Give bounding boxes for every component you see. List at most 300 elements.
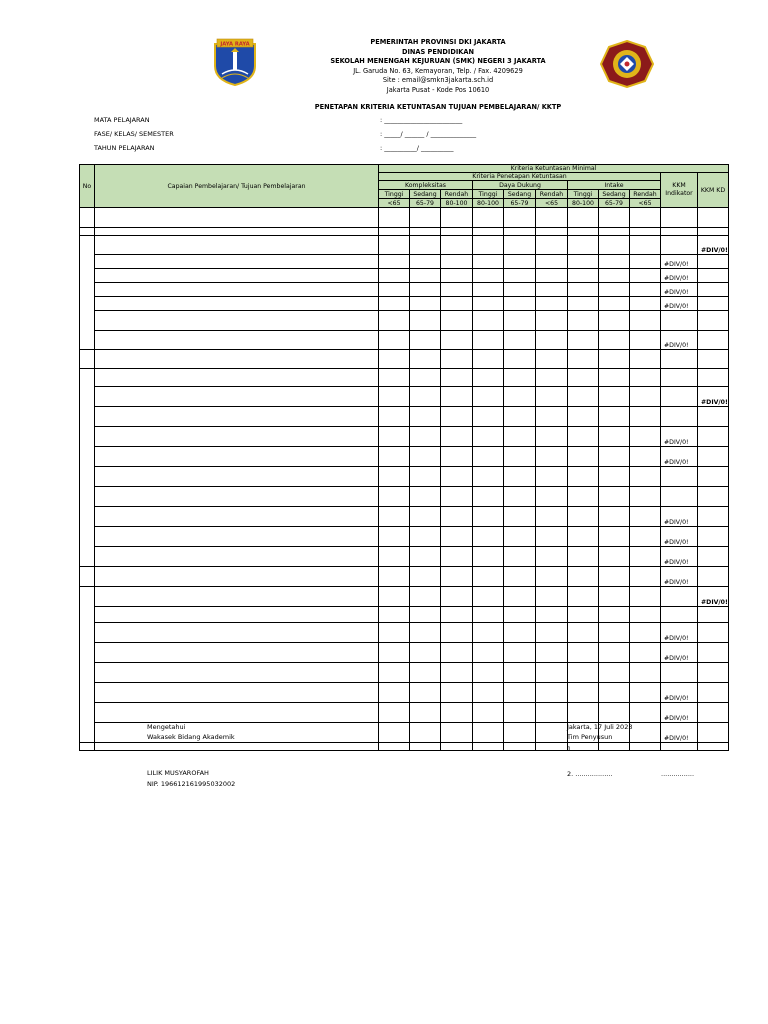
field-label-fase-kelas: FASE/ KELAS/ SEMESTER: [94, 130, 174, 138]
row-criteria-cell: [473, 228, 504, 236]
row-criteria-cell: [504, 283, 536, 297]
row-kkm-indikator-cell: [661, 407, 698, 427]
row-criteria-cell: [473, 587, 504, 607]
header-level: Sedang: [599, 190, 630, 199]
row-kkm-indikator-cell: #DIV/0!: [661, 567, 698, 587]
row-kkm-kd-cell: [698, 683, 729, 703]
row-criteria-cell: [504, 723, 536, 743]
row-capaian-cell: [95, 527, 379, 547]
table-row: [80, 527, 729, 547]
row-criteria-cell: [504, 643, 536, 663]
row-criteria-cell: [536, 369, 568, 387]
row-criteria-cell: [410, 369, 441, 387]
row-criteria-cell: [504, 567, 536, 587]
row-kkm-indikator-cell: [661, 607, 698, 623]
row-criteria-cell: [410, 427, 441, 447]
row-criteria-cell: [441, 683, 473, 703]
row-criteria-cell: [599, 297, 630, 311]
row-criteria-cell: [410, 311, 441, 331]
row-criteria-cell: [379, 723, 410, 743]
row-kkm-indikator-cell: [661, 587, 698, 607]
row-criteria-cell: [536, 236, 568, 255]
row-kkm-indikator-cell: #DIV/0!: [661, 723, 698, 743]
row-criteria-cell: [441, 643, 473, 663]
table-row: [80, 683, 729, 703]
row-criteria-cell: [410, 387, 441, 407]
row-criteria-cell: [630, 269, 661, 283]
row-criteria-cell: [441, 663, 473, 683]
row-criteria-cell: [504, 369, 536, 387]
header-kkm: Kriteria Ketuntasan Minimal: [379, 165, 729, 173]
header-kkm-kd: KKM KD: [698, 173, 729, 208]
row-criteria-cell: [568, 387, 599, 407]
table-header: [80, 165, 729, 208]
row-capaian-cell: [95, 607, 379, 623]
row-capaian-cell: [95, 269, 379, 283]
row-criteria-cell: [410, 331, 441, 350]
row-criteria-cell: [473, 467, 504, 487]
row-criteria-cell: [379, 311, 410, 331]
row-criteria-cell: [599, 447, 630, 467]
row-kkm-indikator-cell: #DIV/0!: [661, 507, 698, 527]
row-criteria-cell: [441, 236, 473, 255]
row-criteria-cell: [536, 283, 568, 297]
row-criteria-cell: [410, 350, 441, 369]
row-criteria-cell: [568, 683, 599, 703]
row-criteria-cell: [568, 467, 599, 487]
row-criteria-cell: [441, 607, 473, 623]
row-criteria-cell: [504, 208, 536, 228]
row-criteria-cell: [536, 255, 568, 269]
row-criteria-cell: [379, 607, 410, 623]
row-capaian-cell: [95, 369, 379, 387]
row-kkm-kd-cell: [698, 643, 729, 663]
row-criteria-cell: [410, 743, 441, 751]
row-criteria-cell: [536, 567, 568, 587]
row-criteria-cell: [630, 643, 661, 663]
row-criteria-cell: [473, 269, 504, 283]
row-criteria-cell: [568, 236, 599, 255]
row-capaian-cell: [95, 407, 379, 427]
row-criteria-cell: [504, 547, 536, 567]
header-range: <65: [379, 199, 410, 208]
table-row: [80, 297, 729, 311]
letterhead-site: Site : email@smkn3jakarta.sch.id: [382, 76, 494, 84]
row-criteria-cell: [379, 283, 410, 297]
row-capaian-cell: [95, 208, 379, 228]
row-criteria-cell: [630, 208, 661, 228]
row-criteria-cell: [568, 607, 599, 623]
row-criteria-cell: [379, 387, 410, 407]
row-criteria-cell: [441, 331, 473, 350]
row-criteria-cell: [599, 507, 630, 527]
row-criteria-cell: [599, 487, 630, 507]
row-criteria-cell: [536, 607, 568, 623]
row-criteria-cell: [568, 587, 599, 607]
row-capaian-cell: [95, 643, 379, 663]
sign-left-caption: Mengetahui: [147, 723, 186, 731]
row-capaian-cell: [95, 447, 379, 467]
row-kkm-kd-cell: [698, 607, 729, 623]
table-row: [80, 311, 729, 331]
field-label-tahun: TAHUN PELAJARAN: [94, 144, 155, 152]
row-capaian-cell: [95, 683, 379, 703]
row-criteria-cell: [473, 350, 504, 369]
row-criteria-cell: [568, 297, 599, 311]
row-kkm-kd-cell: [698, 407, 729, 427]
row-criteria-cell: [536, 527, 568, 547]
row-criteria-cell: [568, 311, 599, 331]
row-capaian-cell: [95, 283, 379, 297]
header-range: 80-100: [473, 199, 504, 208]
row-kkm-indikator-cell: #DIV/0!: [661, 269, 698, 283]
header-level: Tinggi: [568, 190, 599, 199]
row-criteria-cell: [441, 369, 473, 387]
row-criteria-cell: [536, 643, 568, 663]
row-criteria-cell: [379, 683, 410, 703]
row-criteria-cell: [441, 208, 473, 228]
row-criteria-cell: [536, 723, 568, 743]
row-criteria-cell: [630, 663, 661, 683]
table-row: [80, 236, 729, 255]
row-criteria-cell: [599, 228, 630, 236]
row-no-cell: [80, 208, 95, 228]
row-criteria-cell: [410, 527, 441, 547]
header-no: No: [80, 165, 95, 208]
row-kkm-kd-cell: #DIV/0!: [698, 236, 729, 255]
row-criteria-cell: [599, 369, 630, 387]
row-criteria-cell: [504, 607, 536, 623]
row-criteria-cell: [410, 723, 441, 743]
row-criteria-cell: [568, 487, 599, 507]
row-criteria-cell: [599, 467, 630, 487]
field-label-mata-pelajaran: MATA PELAJARAN: [94, 116, 150, 124]
row-criteria-cell: [599, 208, 630, 228]
row-criteria-cell: [504, 703, 536, 723]
row-capaian-cell: [95, 703, 379, 723]
table-row: [80, 623, 729, 643]
row-criteria-cell: [568, 547, 599, 567]
row-criteria-cell: [630, 703, 661, 723]
row-kkm-kd-cell: [698, 467, 729, 487]
row-kkm-indikator-cell: #DIV/0!: [661, 331, 698, 350]
row-criteria-cell: [441, 527, 473, 547]
row-no-cell: [80, 236, 95, 350]
row-criteria-cell: [599, 236, 630, 255]
row-criteria-cell: [630, 331, 661, 350]
header-range: 65-79: [410, 199, 441, 208]
row-criteria-cell: [473, 447, 504, 467]
sign-left-nip: NIP. 196612161995032002: [147, 780, 236, 788]
row-criteria-cell: [379, 507, 410, 527]
row-kkm-kd-cell: [698, 487, 729, 507]
field-value-fase-kelas: : _____/ ______ / ______________: [380, 130, 477, 138]
row-criteria-cell: [568, 255, 599, 269]
row-kkm-kd-cell: [698, 447, 729, 467]
table-row: [80, 407, 729, 427]
row-criteria-cell: [504, 447, 536, 467]
row-criteria-cell: [441, 743, 473, 751]
row-criteria-cell: [504, 663, 536, 683]
row-kkm-kd-cell: #DIV/0!: [698, 587, 729, 607]
row-criteria-cell: [504, 297, 536, 311]
row-kkm-kd-cell: [698, 723, 729, 743]
row-criteria-cell: [473, 236, 504, 255]
row-kkm-kd-cell: [698, 283, 729, 297]
row-capaian-cell: [95, 623, 379, 643]
table-row: [80, 331, 729, 350]
row-criteria-cell: [568, 527, 599, 547]
sign-right-team: Tim Penyusun: [567, 733, 613, 741]
row-criteria-cell: [379, 663, 410, 683]
row-criteria-cell: [441, 350, 473, 369]
row-criteria-cell: [568, 567, 599, 587]
header-level: Tinggi: [473, 190, 504, 199]
kktp-table: [79, 164, 729, 751]
table-row: [80, 743, 729, 751]
row-kkm-kd-cell: [698, 623, 729, 643]
row-criteria-cell: [568, 623, 599, 643]
row-criteria-cell: [379, 527, 410, 547]
row-criteria-cell: [504, 527, 536, 547]
sign-right-date: Jakarta, 17 Juli 2023: [567, 723, 633, 731]
row-criteria-cell: [630, 255, 661, 269]
row-criteria-cell: [630, 527, 661, 547]
row-capaian-cell: [95, 427, 379, 447]
row-criteria-cell: [599, 255, 630, 269]
row-criteria-cell: [630, 467, 661, 487]
row-criteria-cell: [410, 297, 441, 311]
table-row: [80, 607, 729, 623]
signer-2-dots: ................: [661, 770, 695, 778]
header-group-daya-dukung: Daya Dukung: [473, 181, 568, 190]
row-criteria-cell: [473, 743, 504, 751]
letterhead-line-2: DINAS PENDIDIKAN: [401, 47, 475, 56]
row-criteria-cell: [473, 547, 504, 567]
row-criteria-cell: [630, 447, 661, 467]
row-criteria-cell: [536, 387, 568, 407]
row-criteria-cell: [599, 311, 630, 331]
sign-left-name: LILIK MUSYAROFAH: [147, 769, 209, 777]
header-level: Rendah: [441, 190, 473, 199]
row-criteria-cell: [441, 547, 473, 567]
row-capaian-cell: [95, 723, 379, 743]
row-criteria-cell: [473, 331, 504, 350]
row-criteria-cell: [379, 703, 410, 723]
row-criteria-cell: [379, 297, 410, 311]
row-criteria-cell: [410, 447, 441, 467]
row-criteria-cell: [568, 331, 599, 350]
row-criteria-cell: [504, 228, 536, 236]
row-criteria-cell: [473, 407, 504, 427]
row-criteria-cell: [410, 228, 441, 236]
table-row: [80, 487, 729, 507]
row-criteria-cell: [379, 269, 410, 283]
row-criteria-cell: [473, 387, 504, 407]
row-kkm-indikator-cell: #DIV/0!: [661, 255, 698, 269]
row-criteria-cell: [473, 487, 504, 507]
row-criteria-cell: [536, 487, 568, 507]
row-criteria-cell: [536, 587, 568, 607]
field-value-mata-pelajaran: : ________________________: [380, 116, 463, 124]
table-row: [80, 447, 729, 467]
row-capaian-cell: [95, 255, 379, 269]
row-criteria-cell: [630, 623, 661, 643]
row-criteria-cell: [441, 507, 473, 527]
row-criteria-cell: [379, 331, 410, 350]
row-kkm-indikator-cell: [661, 208, 698, 228]
header-group-intake: Intake: [568, 181, 661, 190]
row-criteria-cell: [599, 623, 630, 643]
row-kkm-kd-cell: [698, 269, 729, 283]
school-seal-logo: [600, 40, 654, 88]
row-kkm-indikator-cell: #DIV/0!: [661, 297, 698, 311]
table-row: [80, 427, 729, 447]
row-criteria-cell: [441, 407, 473, 427]
row-kkm-indikator-cell: #DIV/0!: [661, 623, 698, 643]
row-criteria-cell: [599, 587, 630, 607]
row-criteria-cell: [473, 208, 504, 228]
signer-1-dots: ................: [661, 745, 695, 753]
row-no-cell: [80, 228, 95, 236]
row-criteria-cell: [504, 269, 536, 283]
row-criteria-cell: [630, 228, 661, 236]
row-kkm-indikator-cell: #DIV/0!: [661, 683, 698, 703]
header-kpk: Kriteria Penetapan Ketuntasan: [379, 173, 661, 181]
row-kkm-kd-cell: [698, 255, 729, 269]
row-kkm-kd-cell: [698, 507, 729, 527]
header-level: Tinggi: [379, 190, 410, 199]
row-criteria-cell: [568, 269, 599, 283]
header-group-kompleksitas: Kompleksitas: [379, 181, 473, 190]
signer-1: 1. ..................: [567, 745, 613, 753]
row-no-cell: [80, 567, 95, 587]
row-criteria-cell: [379, 236, 410, 255]
row-capaian-cell: [95, 487, 379, 507]
header-range: 80-100: [568, 199, 599, 208]
row-criteria-cell: [379, 228, 410, 236]
row-criteria-cell: [379, 427, 410, 447]
row-criteria-cell: [379, 350, 410, 369]
row-criteria-cell: [379, 255, 410, 269]
row-criteria-cell: [536, 427, 568, 447]
row-criteria-cell: [410, 623, 441, 643]
row-criteria-cell: [379, 567, 410, 587]
row-criteria-cell: [410, 487, 441, 507]
letterhead-line-1: PEMERINTAH PROVINSI DKI JAKARTA: [370, 38, 506, 46]
row-criteria-cell: [568, 643, 599, 663]
row-criteria-cell: [599, 283, 630, 297]
row-criteria-cell: [441, 311, 473, 331]
row-criteria-cell: [441, 703, 473, 723]
row-criteria-cell: [536, 297, 568, 311]
table-body: [80, 208, 729, 751]
row-criteria-cell: [630, 607, 661, 623]
row-criteria-cell: [568, 407, 599, 427]
table-row: [80, 587, 729, 607]
row-criteria-cell: [504, 587, 536, 607]
row-criteria-cell: [441, 587, 473, 607]
row-no-cell: [80, 350, 95, 369]
row-capaian-cell: [95, 467, 379, 487]
row-criteria-cell: [441, 269, 473, 283]
header-level: Sedang: [504, 190, 536, 199]
row-criteria-cell: [568, 663, 599, 683]
row-criteria-cell: [568, 228, 599, 236]
row-criteria-cell: [599, 663, 630, 683]
header-level: Sedang: [410, 190, 441, 199]
row-kkm-indikator-cell: #DIV/0!: [661, 527, 698, 547]
row-criteria-cell: [441, 427, 473, 447]
row-criteria-cell: [599, 350, 630, 369]
row-criteria-cell: [630, 387, 661, 407]
table-row: [80, 703, 729, 723]
row-criteria-cell: [410, 567, 441, 587]
row-capaian-cell: [95, 547, 379, 567]
table-row: [80, 467, 729, 487]
row-kkm-kd-cell: [698, 331, 729, 350]
row-criteria-cell: [599, 331, 630, 350]
row-criteria-cell: [473, 723, 504, 743]
row-criteria-cell: [630, 407, 661, 427]
row-kkm-indikator-cell: [661, 236, 698, 255]
table-row: [80, 507, 729, 527]
row-criteria-cell: [410, 643, 441, 663]
row-criteria-cell: [473, 643, 504, 663]
row-kkm-kd-cell: [698, 228, 729, 236]
table-row: [80, 269, 729, 283]
row-criteria-cell: [630, 683, 661, 703]
row-kkm-kd-cell: [698, 547, 729, 567]
sign-left-role: Wakasek Bidang Akademik: [147, 733, 235, 741]
row-criteria-cell: [630, 427, 661, 447]
row-no-cell: [80, 743, 95, 751]
row-criteria-cell: [599, 387, 630, 407]
row-criteria-cell: [630, 587, 661, 607]
row-criteria-cell: [599, 269, 630, 283]
table-row: [80, 283, 729, 297]
dki-jakarta-logo: [212, 36, 258, 86]
table-row: [80, 387, 729, 407]
row-criteria-cell: [473, 567, 504, 587]
row-kkm-kd-cell: [698, 427, 729, 447]
row-criteria-cell: [504, 255, 536, 269]
row-criteria-cell: [630, 369, 661, 387]
row-criteria-cell: [473, 507, 504, 527]
table-row: [80, 369, 729, 387]
row-criteria-cell: [568, 350, 599, 369]
row-criteria-cell: [379, 587, 410, 607]
row-criteria-cell: [536, 311, 568, 331]
row-criteria-cell: [410, 407, 441, 427]
row-criteria-cell: [441, 567, 473, 587]
row-criteria-cell: [536, 703, 568, 723]
row-capaian-cell: [95, 350, 379, 369]
table-row: [80, 255, 729, 269]
row-criteria-cell: [536, 228, 568, 236]
row-criteria-cell: [504, 331, 536, 350]
row-criteria-cell: [568, 283, 599, 297]
row-criteria-cell: [568, 703, 599, 723]
row-criteria-cell: [379, 467, 410, 487]
row-criteria-cell: [568, 369, 599, 387]
row-criteria-cell: [536, 407, 568, 427]
row-kkm-kd-cell: [698, 663, 729, 683]
row-criteria-cell: [504, 467, 536, 487]
row-criteria-cell: [536, 547, 568, 567]
row-criteria-cell: [536, 269, 568, 283]
row-capaian-cell: [95, 331, 379, 350]
